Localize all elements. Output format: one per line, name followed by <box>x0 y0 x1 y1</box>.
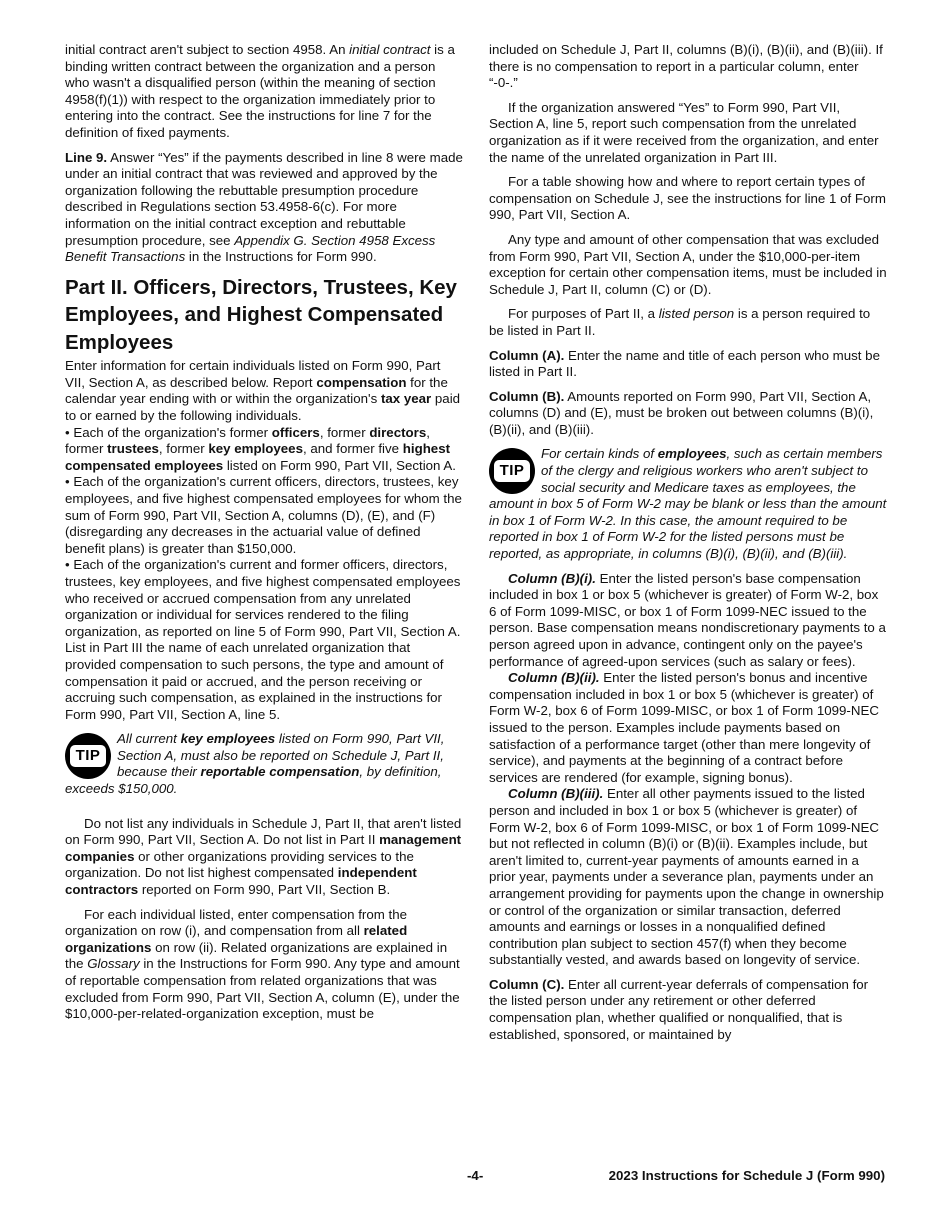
bullet-unrelated-organization: • Each of the organization's current and former officers, directors, trustees, key employees, and five highest compensated employees who received or accrued compensation from any unrelated organization or individual for services rendered to the filing organization, as reported on line 5 of Form 990, Part VII, Section A. List in Part III the name of each unrelated organization that provided compensation to such persons, the type and amount of compensation it paid or accrued, and the person receiving or accruing such compensation, as explained in the instructions for Form 990, Part VII, Section A, line 5. <box>65 557 461 722</box>
paragraph-column-bii: Column (B)(ii). Enter the listed person's bonus and incentive compensation included in box 1 or box 5 (whichever is greater) of Form W-2, box 6 of Form 1099-MISC, or box 1 of Form 1099-NEC issued to the person. Examples include payments based on satisfaction of a performance target (other than mere longevity of service), and payments at the beginning of a contract before services are rendered (for example, signing bonus). <box>489 670 879 785</box>
right-column <box>489 42 887 1051</box>
bullet-former-officers: • Each of the organization's former officers, former directors, former trustees, former key employees, and former five highest compensated employees listed on Form 990, Part VII, Section A. <box>65 424 456 473</box>
page-footer <box>65 1168 885 1186</box>
paragraph-line-9: Line 9. Answer “Yes” if the payments described in line 8 were made under an initial contract that was reviewed and approved by the organization following the rebuttable presumption procedure described in Regulations section 53.4958-6(c). For more information on the initial contract exception and rebuttable presumption procedure, see Appendix G. Section 4958 Excess Benefit Transactions in the Instructions for Form 990. <box>65 149 463 265</box>
paragraph-columns-b: included on Schedule J, Part II, columns (B)(i), (B)(ii), and (B)(iii). If there is no compensation to report in a particular column, enter “-0-.” <box>489 42 883 91</box>
tip-text: For certain kinds of employees, such as certain members of the clergy and religious workers who aren't subject to social security and Medicare taxes as employees, the amount in box 5 of Form W-2 may be blank or less than the amount in box 1 of Form W-2. In this case, the amount required to be reported in box 1 of Form W-2 for the listed persons must be reported, as appropriate, in columns (B)(i), (B)(ii), and (B)(iii). <box>489 446 887 562</box>
tip-box-key-employees <box>65 731 463 797</box>
paragraph-column-bi: Column (B)(i). Enter the listed person's base compensation included in box 1 or box 5 (whichever is greater) of Form W-2, box 6 of Form 1099-MISC, or box 1 of Form 1099-NEC issued to the person. Base compensation means nondiscretionary payments to a person agreed upon in advance, contingent only on the payee's performance of agreed-upon services (such as salary or fees). <box>489 570 886 669</box>
paragraph-do-not-list: Do not list any individuals in Schedule J, Part II, that aren't listed on Form 990, Part VII, Section A. Do not list in Part II management companies or other organizations providing services to the organization. Do not list highest compensated independent contractors reported on Form 990, Part VII, Section B. <box>65 815 462 898</box>
paragraph-initial-contract: initial contract aren't subject to section 4958. An initial contract is a binding written contract between the organization and a person who wasn't a disqualified person (within the meaning of section 4958(f)(1)) with respect to the organization immediately prior to entering into the contract. See the instructions for line 7 for the definition of fixed payments. <box>65 42 455 140</box>
bullet-current-officers: • Each of the organization's current officers, directors, trustees, key employees, and five highest compensated employees for whom the sum of Form 990, Part VII, Section A, columns (D), (E), and (F) (disregarding any decreases in the actuarial value of defined benefit plans) is greater than $150,000. <box>65 474 462 556</box>
tip-icon: TIP <box>489 448 535 494</box>
paragraph-part-ii-intro: Enter information for certain individuals listed on Form 990, Part VII, Section A, as described below. Report compensation for the calendar year ending with or within the organization's tax year paid to or earned by the following individuals. <box>65 358 461 423</box>
paragraph-table: For a table showing how and where to report certain types of compensation on Schedule J, see the instructions for line 1 of Form 990, Part VII, Section A. <box>489 174 886 223</box>
paragraph-column-a: Column (A). Enter the name and title of each person who must be listed in Part II. <box>489 347 880 380</box>
paragraph-other-compensation: Any type and amount of other compensation that was excluded from Form 990, Part VII, Section A, under the $10,000-per-item exception for certain other compensation items, must be included in Schedule J, Part II, column (C) or (D). <box>489 231 887 297</box>
tip-icon: TIP <box>65 733 111 779</box>
paragraph-listed-person: For purposes of Part II, a listed person is a person required to be listed in Part II. <box>489 306 871 338</box>
paragraph-each-individual: For each individual listed, enter compensation from the organization on row (i), and compensation from all related organizations on row (ii). Related organizations are explained in the Glossary in the Instructions for Form 990. Any type and amount of reportable compensation from related organizations that was excluded from Form 990, Part VII, Section A, column (E), under the $10,000-per-related-organization exception, must be <box>65 906 460 1022</box>
paragraph-column-b: Column (B). Amounts reported on Form 990, Part VII, Section A, columns (D) and (E), must be broken out between columns (B)(i), (B)(ii), and (B)(iii). <box>489 388 874 437</box>
tip-box-employees <box>489 446 887 562</box>
left-column <box>65 42 463 1031</box>
part-ii-heading: Part II. Officers, Directors, Trustees, Key Employees, and Highest Compensated Employees <box>65 275 457 354</box>
paragraph-column-biii: Column (B)(iii). Enter all other payments issued to the listed person and included in box 1 or box 5 (whichever is greater) of Form W-2, box 6 of Form 1099-MISC, or box 1 of Form 1099-NEC but not reflected in column (B)(i) or (B)(ii). Examples include, but aren't limited to, current-year payments of amounts earned in a prior year, payments under a severance plan, payments under an arrangement providing for payments upon the change in ownership or control of the organization or similar transaction, deferred amounts and earnings or losses in a nonqualified defined contribution plan subject to section 457(f) when they become substantially vested, and awards based on longevity of service. <box>489 786 884 968</box>
document-title: 2023 Instructions for Schedule J (Form 990) <box>608 1168 885 1183</box>
page-number: -4- <box>467 1168 484 1183</box>
paragraph-column-c: Column (C). Enter all current-year deferrals of compensation for the listed person under any retirement or other deferred compensation plan, whether qualified or nonqualified, that is established, sponsored, or maintained by <box>489 976 869 1042</box>
paragraph-answered-yes: If the organization answered “Yes” to Form 990, Part VII, Section A, line 5, report such compensation from the unrelated organization as if it were received from the organization, and enter the name of the unrelated organization in Part III. <box>489 99 879 165</box>
tip-text: All current key employees listed on Form 990, Part VII, Section A, must also be reported on Schedule J, Part II, because their reportable compensation, by definition, exceeds $150,000. <box>65 731 445 797</box>
